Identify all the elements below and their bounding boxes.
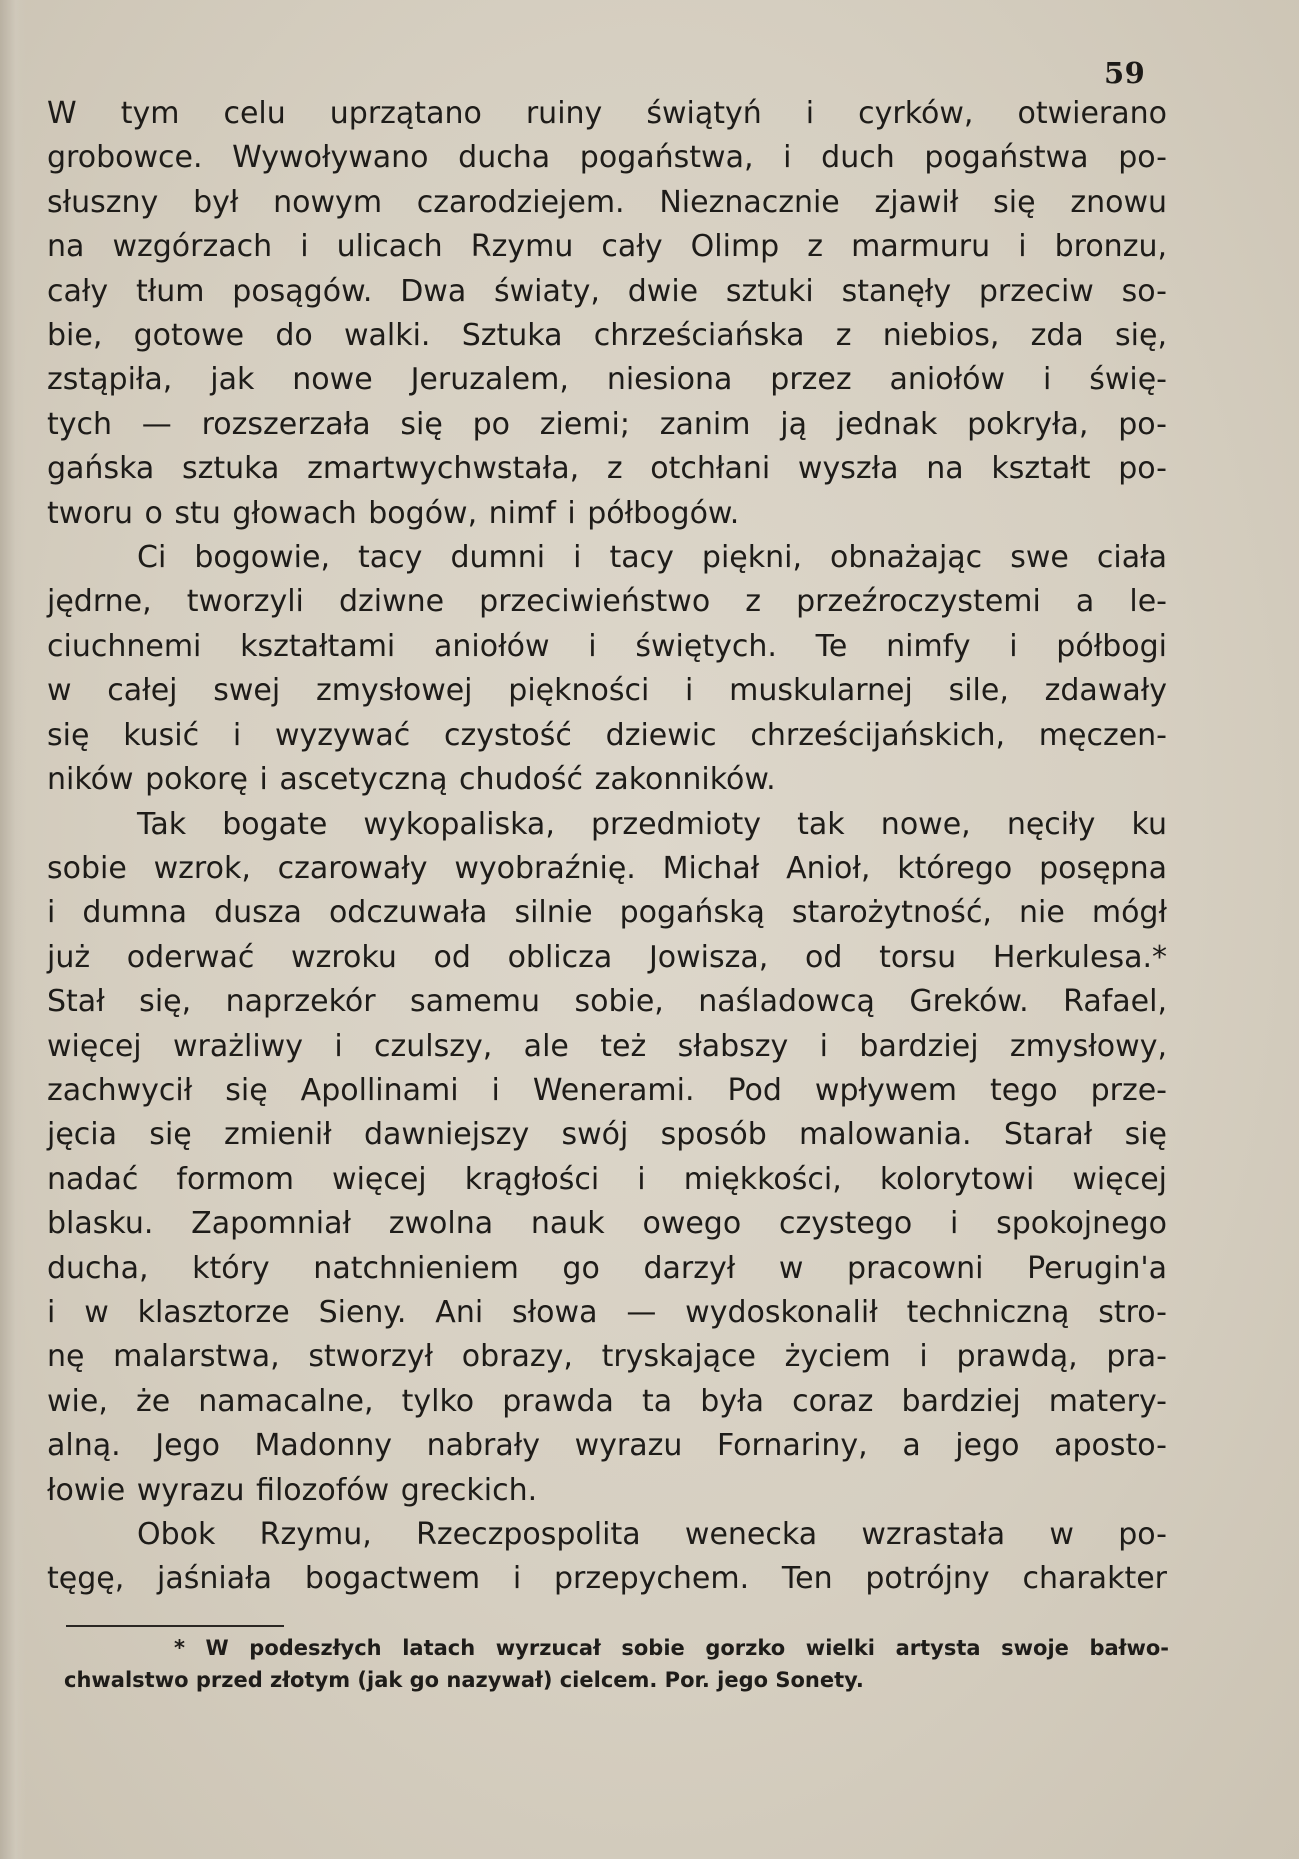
- text-line: tych — rozszerzała się po ziemi; zanim ją jednak pokryła, po-: [47, 406, 1167, 442]
- text-line: cały tłum posągów. Dwa światy, dwie sztuki stanęły przeciw so-: [47, 273, 1167, 309]
- text-line: ników pokorę i ascetyczną chudość zakonników.: [47, 762, 776, 798]
- text-line: już oderwać wzroku od oblicza Jowisza, od torsu Herkulesa.*: [47, 939, 1167, 975]
- footnote: [64, 1632, 1169, 1696]
- footnote-line: chwalstwo przed złotym (jak go nazywał) cielcem. Por. jego Sonety.: [64, 1668, 864, 1692]
- text-line: na wzgórzach i ulicach Rzymu cały Olimp z marmuru i bronzu,: [47, 229, 1167, 265]
- text-line: jęcia się zmienił dawniejszy swój sposób malowania. Starał się: [47, 1117, 1167, 1153]
- text-line: wie, że namacalne, tylko prawda ta była coraz bardziej matery-: [47, 1383, 1167, 1419]
- text-line: słuszny był nowym czarodziejem. Nieznacznie zjawił się znowu: [47, 184, 1167, 220]
- text-line: i w klasztorze Sieny. Ani słowa — wydoskonalił techniczną stro-: [47, 1294, 1167, 1330]
- text-line: Ci bogowie, tacy dumni i tacy piękni, obnażając swe ciała: [137, 540, 1167, 576]
- text-line: nę malarstwa, stworzył obrazy, tryskające życiem i prawdą, pra-: [47, 1339, 1167, 1375]
- page-binding-shadow: [0, 0, 26, 1859]
- text-line: blasku. Zapomniał zwolna nauk owego czystego i spokojnego: [47, 1206, 1167, 1242]
- text-line: gańska sztuka zmartwychwstała, z otchłani wyszła na kształt po-: [47, 451, 1167, 487]
- text-line: grobowce. Wywoływano ducha pogaństwa, i duch pogaństwa po-: [47, 140, 1167, 176]
- text-line: ciuchnemi kształtami aniołów i świętych. Te nimfy i półbogi: [47, 628, 1167, 664]
- text-line: Obok Rzymu, Rzeczpospolita wenecka wzrastała w po-: [137, 1517, 1167, 1552]
- text-line: w całej swej zmysłowej piękności i muskularnej sile, zdawały: [47, 673, 1167, 709]
- text-line: nadać formom więcej krągłości i miękkości, kolorytowi więcej: [47, 1161, 1167, 1197]
- body-text: [47, 92, 1167, 1602]
- text-line: tworu o stu głowach bogów, nimf i półbogów.: [47, 495, 740, 531]
- text-line: Stał się, naprzekór samemu sobie, naśladowcą Greków. Rafael,: [47, 984, 1167, 1020]
- footnote-divider: [66, 1625, 284, 1627]
- text-line: zachwycił się Apollinami i Wenerami. Pod wpływem tego prze-: [47, 1072, 1167, 1108]
- text-line: i dumna dusza odczuwała silnie pogańską starożytność, nie mógł: [47, 895, 1167, 931]
- text-line: sobie wzrok, czarowały wyobraźnię. Michał Anioł, którego posępna: [47, 850, 1167, 886]
- text-line: ducha, który natchnieniem go darzył w pracowni Perugin'a: [47, 1250, 1167, 1286]
- page-number: 59: [1104, 56, 1146, 90]
- text-line: zstąpiła, jak nowe Jeruzalem, niesiona przez aniołów i świę-: [47, 362, 1167, 398]
- text-line: łowie wyrazu filozofów greckich.: [47, 1472, 538, 1508]
- text-line: alną. Jego Madonny nabrały wyrazu Fornariny, a jego aposto-: [47, 1428, 1167, 1464]
- text-line: W tym celu uprzątano ruiny świątyń i cyrków, otwierano: [47, 96, 1167, 131]
- text-line: tęgę, jaśniała bogactwem i przepychem. Ten potrójny charakter: [47, 1561, 1167, 1597]
- text-line: jędrne, tworzyli dziwne przeciwieństwo z przeźroczystemi a le-: [47, 584, 1167, 620]
- footnote-line: * W podeszłych latach wyrzucał sobie gorzko wielki artysta swoje bałwo-: [174, 1636, 1169, 1660]
- text-line: bie, gotowe do walki. Sztuka chrześciańska z niebios, zda się,: [47, 318, 1167, 354]
- text-line: się kusić i wyzywać czystość dziewic chrześcijańskich, męczen-: [47, 717, 1167, 753]
- text-line: Tak bogate wykopaliska, przedmioty tak nowe, nęciły ku: [137, 806, 1167, 842]
- text-line: więcej wrażliwy i czulszy, ale też słabszy i bardziej zmysłowy,: [47, 1028, 1167, 1064]
